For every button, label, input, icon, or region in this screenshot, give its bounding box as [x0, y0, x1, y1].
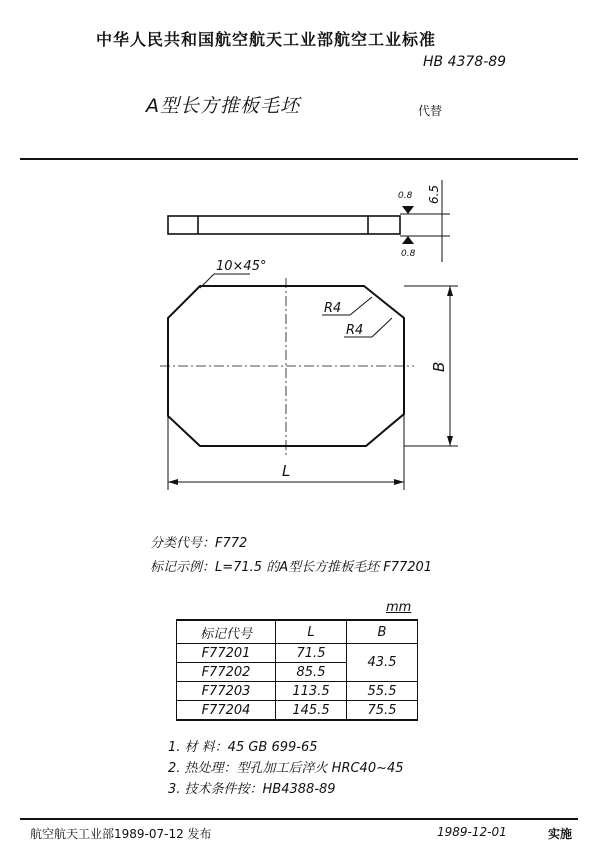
standard-code: HB 4378-89: [423, 54, 507, 70]
effective-label: 实施: [548, 827, 573, 841]
note-technical-conditions: 3. 技术条件按：HB4388-89: [168, 782, 336, 797]
header-b: B: [347, 620, 418, 644]
spec-table: [176, 619, 418, 721]
header-code: 标记代号: [177, 620, 276, 644]
row-code: F77203: [177, 682, 276, 701]
table-row: [177, 701, 418, 721]
row-l: 113.5: [276, 682, 347, 701]
note-heat-treatment: 2. 热处理：型孔加工后淬火 HRC40~45: [168, 761, 404, 776]
header-l: L: [276, 620, 347, 644]
row-b: 43.5: [347, 644, 418, 682]
table-row: [177, 682, 418, 701]
row-code: F77202: [177, 663, 276, 682]
thickness-dimension: 6.5: [427, 184, 441, 204]
replaces-label: 代替: [418, 104, 443, 118]
radius-inner-label: R4: [346, 323, 364, 338]
note-material: 1. 材 料：45 GB 699-65: [168, 740, 318, 755]
unit-label: mm: [386, 600, 412, 615]
radius-outer-label: R4: [324, 301, 342, 316]
chamfer-note: 10×45°: [216, 259, 267, 274]
mark-example: 标记示例：L=71.5 的A型长方推板毛坯 F77201: [150, 560, 433, 575]
length-dimension-label: L: [282, 462, 291, 480]
document-title: A型长方推板毛坯: [146, 95, 300, 117]
row-l: 71.5: [276, 644, 347, 663]
row-l: 85.5: [276, 663, 347, 682]
row-b: 55.5: [347, 682, 418, 701]
row-code: F77201: [177, 644, 276, 663]
roughness-bottom-value: 0.8: [401, 249, 416, 259]
roughness-top-icon: [402, 206, 414, 214]
roughness-bottom-icon: [402, 236, 414, 244]
issuer-line: 航空航天工业部1989-07-12 发布: [30, 827, 212, 841]
row-code: F77204: [177, 701, 276, 721]
organization-title: 中华人民共和国航空航天工业部航空工业标准: [96, 30, 437, 49]
side-view-outline: [168, 216, 400, 234]
class-code: 分类代号：F772: [150, 536, 248, 551]
table-row: [177, 644, 418, 663]
roughness-top-value: 0.8: [398, 191, 413, 201]
effective-date: 1989-12-01: [437, 825, 507, 839]
footer-divider: [20, 818, 578, 820]
row-b: 75.5: [347, 701, 418, 721]
row-l: 145.5: [276, 701, 347, 721]
height-dimension-label: B: [430, 361, 448, 372]
